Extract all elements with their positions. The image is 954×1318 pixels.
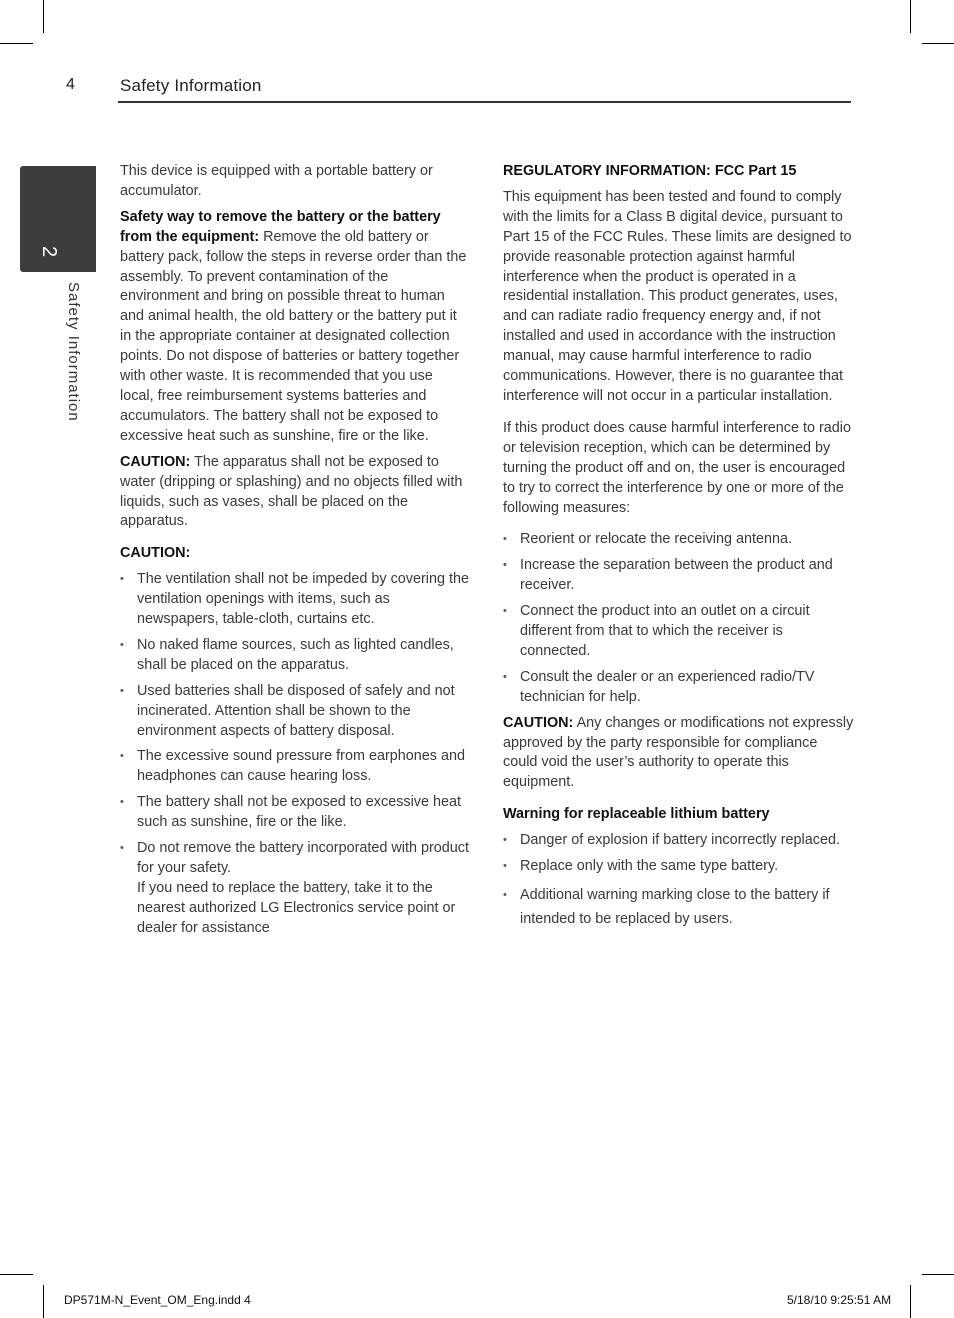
warning-list <box>503 831 855 931</box>
left-column <box>120 162 470 945</box>
page-title: Safety Information <box>120 76 262 95</box>
caution-water-paragraph <box>120 453 470 533</box>
fcc-paragraph: This equipment has been tested and found to comply with the limits for a Class B digital device, pursuant to Part 15 of the FCC Rules. These limits are designed to provide reasonable protection against harmful interference when the product is operated in a residential installation. This product generates, uses, and can radiate radio frequency energy and, if not installed and used in accordance with the instruction manual, may cause harmful interference to radio communications. However, there is no guarantee that interference will not occur in a particular installation. <box>503 188 852 404</box>
list-item: • Used batteries shall be disposed of safely and not incinerated. Attention shall be shown to the environment aspects of battery disposal. <box>120 682 470 742</box>
chapter-label: Safety Information <box>65 282 82 422</box>
right-column <box>503 162 855 937</box>
crop-mark <box>910 1285 911 1318</box>
fcc-measures-list <box>503 530 855 707</box>
crop-mark <box>922 1274 954 1275</box>
list-item: • Danger of explosion if battery incorrectly replaced. <box>503 831 855 851</box>
header-divider <box>118 101 851 103</box>
crop-mark <box>43 1285 44 1318</box>
list-item: • Replace only with the same type battery. <box>503 857 855 877</box>
footer-timestamp: 5/18/10 9:25:51 AM <box>787 1293 892 1307</box>
warning-heading: Warning for replaceable lithium battery <box>503 806 770 823</box>
list-item: • The battery shall not be exposed to excessive heat such as sunshine, fire or the like. <box>120 793 470 833</box>
caution-label: CAUTION: <box>120 453 191 470</box>
crop-mark <box>910 0 911 33</box>
fcc-heading: REGULATORY INFORMATION: FCC Part 15 <box>503 163 797 179</box>
list-item: • Increase the separation between the product and receiver. <box>503 556 855 596</box>
crop-mark <box>0 1274 33 1275</box>
caution-label: CAUTION: <box>503 714 574 731</box>
crop-mark <box>0 43 33 44</box>
crop-mark <box>43 0 44 33</box>
list-item <box>120 839 470 939</box>
list-item-extra: If you need to replace the battery, take it to the nearest authorized LG Electronics service point or dealer for assistance <box>137 879 456 936</box>
list-item: • Reorient or relocate the receiving antenna. <box>503 530 855 550</box>
safe-removal-paragraph <box>120 208 470 447</box>
chapter-number: 2 <box>38 246 60 258</box>
battery-intro: This device is equipped with a portable battery or accumulator. <box>120 163 433 199</box>
list-item-text: • Do not remove the battery incorporated with product for your safety. <box>137 840 469 876</box>
list-item: • Consult the dealer or an experienced radio/TV technician for help. <box>503 668 855 708</box>
list-item: • The ventilation shall not be impeded by covering the ventilation openings with items, such as newspapers, table-cloth, curtains etc. <box>120 570 470 630</box>
safe-removal-heading: Safety way to remove the battery or the battery from the equipment: <box>120 208 441 245</box>
caution-water-text: The apparatus shall not be exposed to water (dripping or splashing) and no objects filled with liquids, such as vases, shall be placed on the apparatus. <box>120 453 463 530</box>
safe-removal-text: Remove the old battery or battery pack, follow the steps in reverse order than the assembly. To prevent contamination of the environment and bring on possible threat to human and animal health, the old battery or the battery put it in the appropriate container at designated collection points. Do not dispose of batteries or battery together with other waste. It is recommended that you use local, free reimbursement systems batteries and accumulators. The battery shall not be exposed to excessive heat such as sunshine, fire or the like. <box>120 228 467 444</box>
page-number: 4 <box>66 76 75 93</box>
caution-heading: CAUTION: <box>120 545 191 562</box>
list-item: • Connect the product into an outlet on a circuit different from that to which the receiver is connected. <box>503 602 855 662</box>
caution-modifications-paragraph <box>503 714 855 794</box>
list-item: • The excessive sound pressure from earphones and headphones can cause hearing loss. <box>120 747 470 787</box>
caution-modifications-text: Any changes or modifications not expressly approved by the party responsible for compliance could void the user’s authority to operate this equipment. <box>503 714 854 791</box>
list-item: • Additional warning marking close to the battery if intended to be replaced by users. <box>503 883 855 931</box>
crop-mark <box>922 43 954 44</box>
caution-list <box>120 570 470 938</box>
footer-file-name: DP571M-N_Event_OM_Eng.indd 4 <box>64 1293 251 1307</box>
fcc-paragraph: If this product does cause harmful interference to radio or television reception, which can be determined by turning the product off and on, the user is encouraged to try to correct the interference by one or more of the following measures: <box>503 419 851 516</box>
list-item: • No naked flame sources, such as lighted candles, shall be placed on the apparatus. <box>120 636 470 676</box>
